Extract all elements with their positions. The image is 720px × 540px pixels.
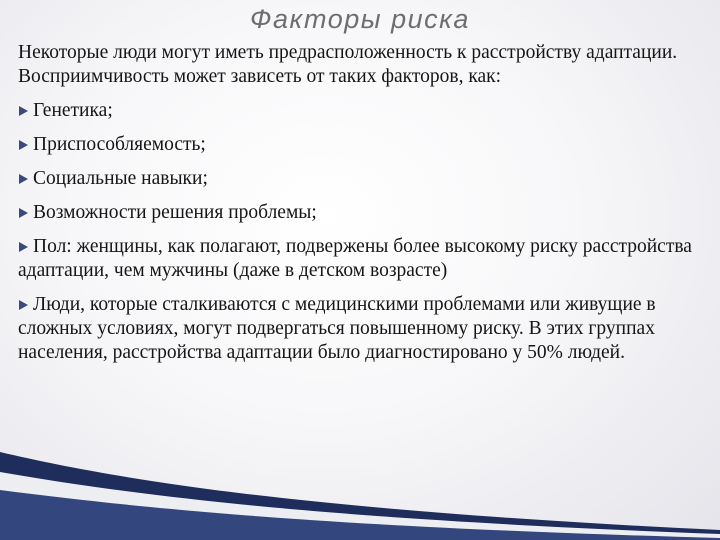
triangle-bullet-icon [19, 140, 28, 150]
list-item [18, 133, 714, 157]
list-item [18, 99, 714, 123]
list-item [18, 293, 714, 365]
list-item-text: Пол: женщины, как полагают, подвержены более высокому риску расстройства адаптации, чем мужчины (даже в детском возрасте) [18, 236, 692, 281]
wave-decoration [0, 450, 720, 540]
list-item [18, 167, 714, 191]
list-item-text: Возможности решения проблемы; [33, 202, 317, 223]
bullet-list [18, 99, 714, 365]
triangle-bullet-icon [19, 242, 28, 252]
list-item [18, 235, 714, 283]
list-item-text: Генетика; [33, 100, 113, 121]
intro-paragraph: Некоторые люди могут иметь предрасположенность к расстройству адаптации. Восприимчивость может зависеть от таких факторов, как: [18, 42, 678, 87]
list-item-text: Приспособляемость; [33, 134, 206, 155]
slide-title: Факторы риска [250, 4, 470, 34]
triangle-bullet-icon [19, 208, 28, 218]
list-item [18, 201, 714, 225]
triangle-bullet-icon [19, 106, 28, 116]
slide-body [18, 41, 714, 375]
triangle-bullet-icon [19, 174, 28, 184]
list-item-text: Социальные навыки; [33, 168, 208, 189]
list-item-text: Люди, которые сталкиваются с медицинскими проблемами или живущие в сложных условиях, могут подвергаться повышенному риску. В этих группах населения, расстройства адаптации было диагностировано у 50% людей. [18, 294, 656, 363]
triangle-bullet-icon [19, 300, 28, 310]
